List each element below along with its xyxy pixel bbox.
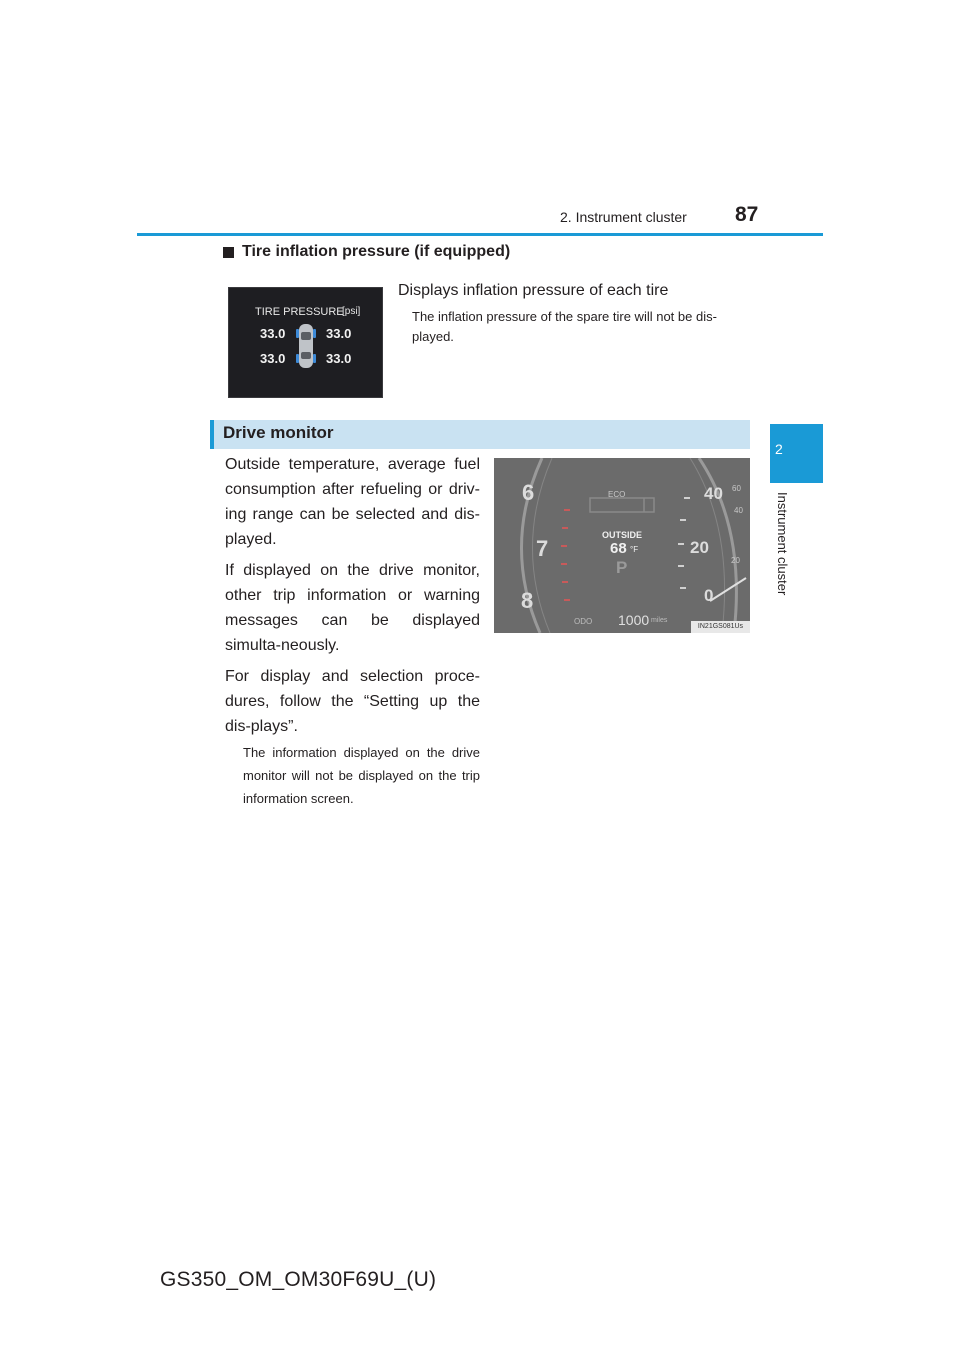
outside-label: OUTSIDE: [602, 530, 643, 540]
tire-pressure-note: The inflation pressure of the spare tire will not be dis-played.: [412, 309, 717, 344]
car-top-view-icon: [295, 322, 317, 370]
drive-monitor-note: The information displayed on the drive monitor will not be displayed on the trip information screen.: [243, 745, 480, 806]
outside-temperature: 68: [610, 540, 627, 557]
tach-label-6: 6: [522, 480, 535, 505]
subheading-bullet-icon: [223, 247, 234, 258]
header-rule: [137, 233, 823, 236]
odometer-value: 1000: [618, 612, 650, 628]
chapter-tab-number: 2: [775, 441, 783, 457]
tach-label-7: 7: [536, 536, 549, 561]
tire-pressure-front-left: 33.0: [260, 326, 286, 341]
speed-minor-20: 20: [731, 556, 740, 565]
document-footer-code: GS350_OM_OM30F69U_(U): [160, 1268, 437, 1291]
section-header-accent: [210, 420, 214, 449]
odometer-unit: miles: [651, 617, 668, 624]
speed-minor-60: 60: [732, 484, 741, 493]
drive-monitor-body: [225, 452, 480, 739]
running-header-section: 2. Instrument cluster: [560, 209, 687, 225]
page-number: 87: [735, 203, 759, 226]
eco-label: ECO: [608, 490, 626, 499]
speed-label-40: 40: [704, 484, 723, 503]
drive-monitor-gauge-image: [494, 458, 750, 633]
tire-pressure-display: [228, 287, 383, 398]
tire-pressure-title: TIRE PRESSURE: [255, 306, 344, 318]
tach-label-8: 8: [521, 588, 534, 613]
body-paragraph: If displayed on the drive monitor, other trip information or warning messages can be displayed simulta-neously.: [225, 562, 480, 654]
tire-pressure-description: Displays inflation pressure of each tire: [398, 282, 669, 299]
tire-pressure-front-right: 33.0: [326, 326, 352, 341]
speed-label-0: 0: [704, 586, 714, 605]
odo-label: ODO: [574, 617, 593, 626]
section-title: Drive monitor: [223, 423, 334, 442]
tire-pressure-unit: [psi]: [342, 306, 361, 317]
body-paragraph: For display and selection proce-dures, follow the “Setting up the dis-plays”.: [225, 668, 480, 735]
outside-temperature-unit: °F: [630, 545, 639, 554]
image-code-label: IN21GS081Us: [691, 621, 750, 633]
speed-minor-40: 40: [734, 506, 743, 515]
speed-label-20: 20: [690, 538, 709, 557]
tire-pressure-rear-left: 33.0: [260, 351, 286, 366]
gear-indicator: P: [616, 558, 628, 577]
body-paragraph: Outside temperature, average fuel consumption after refueling or driv-ing range can be selected and dis-played.: [225, 456, 480, 548]
tire-pressure-rear-right: 33.0: [326, 351, 352, 366]
chapter-tab-label: Instrument cluster: [775, 492, 790, 596]
tire-subheading: Tire inflation pressure (if equipped): [242, 243, 511, 260]
